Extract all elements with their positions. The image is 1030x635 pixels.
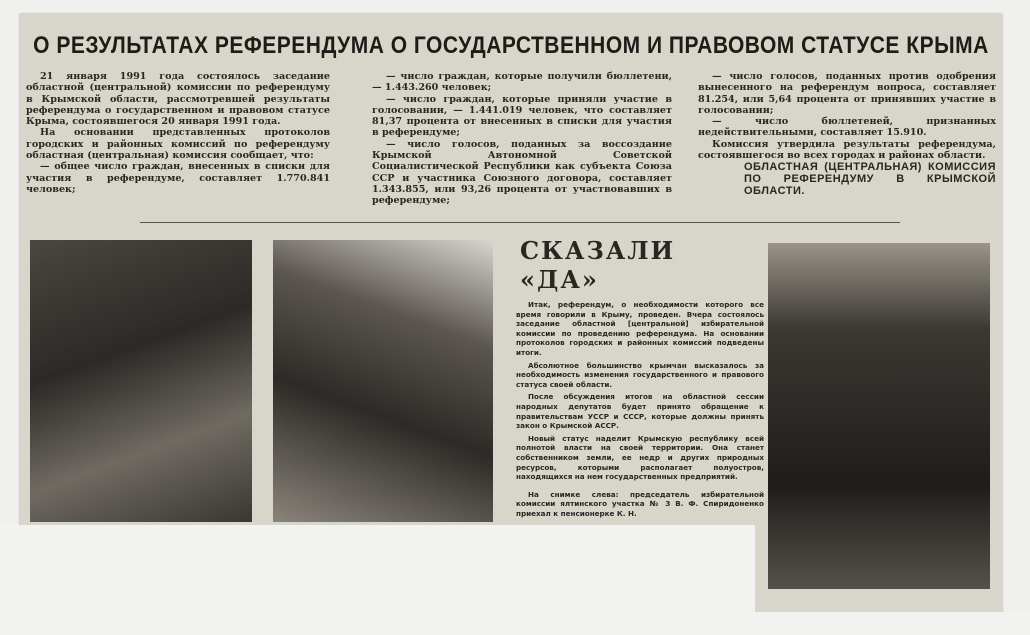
report-signature: ОБЛАСТНАЯ (ЦЕНТРАЛЬНАЯ) КОМИССИЯ ПО РЕФЕРЕНДУМУ В КРЫМСКОЙ ОБЛАСТИ. — [744, 161, 996, 198]
photo-crowd-at-polling-station — [273, 240, 493, 522]
article-title: СКАЗАЛИ «ДА» — [520, 236, 676, 294]
report-paragraph: — число голосов, поданных за воссоздание Крымской Автономной Советской Социалистической Республики как субъекта Союза ССР и участника Союзного договора, составляет 1.343.855, или 93,26 процента от участвовавших в референдуме; — [372, 138, 672, 207]
report-paragraph: — число голосов, поданных против одобрения вынесенного на референдум вопроса, составляет 81.254, или 5,64 процента от принявших участие в голосовании; — [698, 71, 996, 116]
section-divider — [140, 222, 900, 223]
report-paragraph: — число граждан, которые приняли участие в голосовании, — 1.441.019 человек, что составляет 81,37 процента от внесенных в списки для участия в референдуме; — [372, 93, 672, 139]
report-column-2 — [372, 71, 672, 207]
report-paragraph: На основании представленных протоколов городских и районных комиссий по референдуму областная (центральная) комиссия сообщает, что: — [26, 127, 330, 162]
photo-elderly-woman-signing-ballot — [768, 243, 990, 589]
report-paragraph: Комиссия утвердила результаты референдума, состоявшегося во всех городах и районах области. — [698, 138, 996, 162]
article-paragraph: После обсуждения итогов на областной сессии народных депутатов будет принято обращение к правительствам УССР и СССР, которые должны принять закон о Крымской АССР. — [516, 392, 764, 431]
report-paragraph: — число граждан, которые получили бюллетени, — 1.443.260 человек; — [372, 71, 672, 94]
report-paragraph: — число бюллетеней, признанных недействительными, составляет 15.910. — [698, 116, 996, 139]
report-paragraph: — общее число граждан, внесенных в списки для участия в референдуме, составляет 1.770.841 человек; — [26, 161, 330, 195]
article-paragraph: Новый статус наделит Крымскую республику всей полнотой власти на своей территории. Она станет собственником земли, ее недр и других природных ресурсов, которыми располагает полуостров, находящихся на нем государственных предприятий. — [516, 433, 764, 482]
photo-caption: На снимке слева: председатель избирательной комиссии ялтинского участка № 3 В. Ф. Спиридоненко приехал к пенсионерке К. Н. — [516, 489, 764, 518]
report-column-1 — [26, 71, 330, 195]
photo-woman-voting-at-home — [30, 240, 252, 522]
report-column-3 — [698, 71, 996, 197]
blank-overlay — [755, 612, 1030, 635]
headline: О РЕЗУЛЬТАТАХ РЕФЕРЕНДУМА О ГОСУДАРСТВЕННОМ И ПРАВОВОМ СТАТУСЕ КРЫМА — [33, 32, 989, 59]
article-paragraph: Абсолютное большинство крымчан высказалось за необходимость изменения государственного и правового статуса своей области. — [516, 360, 764, 389]
article-paragraph: Итак, референдум, о необходимости которого все время говорили в Крыму, проведен. Вчера состоялось заседание областной [центральной] избирательной комиссии по проведению референдума. На основании протоколов городских и районных комиссий подведены итоги. — [516, 300, 764, 357]
article-skazali-da — [516, 236, 764, 521]
blank-overlay — [0, 525, 755, 635]
report-paragraph: 21 января 1991 года состоялось заседание областной (центральной) комиссии по референдуму в Крымской области, рассмотревшей результаты референдума о государственном и правовом статусе Крыма, состоявшегося 20 января 1991 года. — [26, 71, 330, 128]
